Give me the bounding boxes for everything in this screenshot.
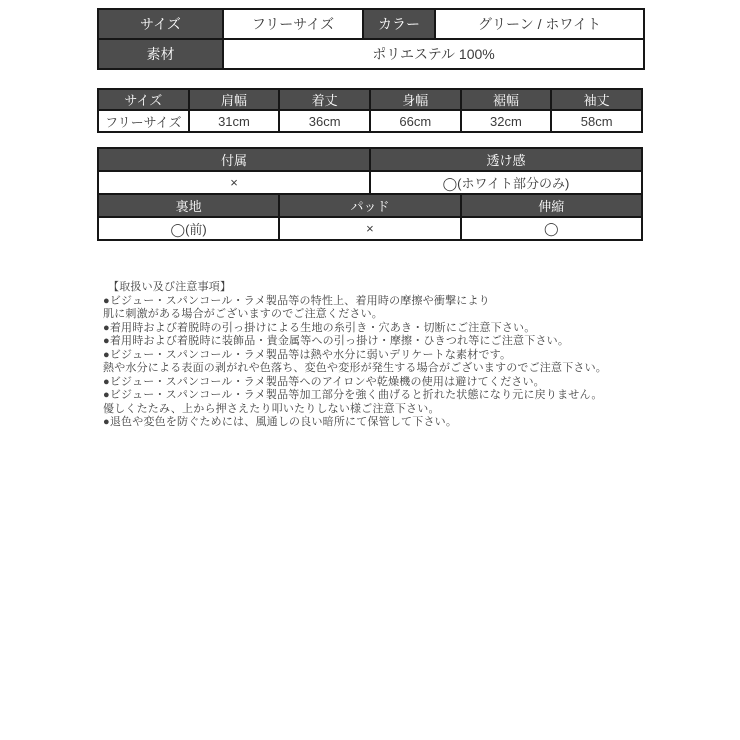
care-note-line: ●ビジュー・スパンコール・ラメ製品等の特性上、着用時の摩擦や衝撃により: [103, 294, 490, 307]
lining-value-cell: ◯(前): [98, 217, 279, 240]
measure-value-hem: 32cm: [461, 110, 552, 132]
care-note-line: 肌に刺激がある場合がございますのでご注意ください。: [103, 308, 383, 320]
accessory-header-cell: 付属: [98, 148, 370, 171]
care-note-line: ●退色や変色を防ぐためには、風通しの良い暗所にて保管して下さい。: [103, 416, 458, 428]
care-note-line: ●ビジュー・スパンコール・ラメ製品等加工部分を強く曲げると折れた状態になり元に戻りません。: [103, 389, 603, 401]
care-note-line: ●ビジュー・スパンコール・ラメ製品等は熱や水分に弱いデリケートな素材です。: [103, 348, 512, 361]
size-color-material-table: [97, 8, 645, 70]
pad-value-cell: ×: [279, 217, 460, 240]
measure-value-width: 66cm: [370, 110, 461, 132]
table-row: [98, 9, 644, 39]
stretch-value-cell: ◯: [461, 217, 642, 240]
accessory-value-cell: ×: [98, 171, 370, 194]
care-note-line: ●ビジュー・スパンコール・ラメ製品等へのアイロンや乾燥機の使用は避けてください。: [103, 375, 545, 388]
care-note-line: 熱や水分による表面の剥がれや色落ち、変色や変形が発生する場合がございますのでご注意下さい。: [103, 362, 607, 374]
sheerness-value-cell: ◯(ホワイト部分のみ): [370, 171, 642, 194]
measure-header-shoulder: 肩幅: [189, 89, 280, 110]
measure-header-length: 着丈: [279, 89, 370, 110]
material-header-cell: 素材: [98, 39, 223, 69]
care-instructions-title: 【取扱い及び注意事項】: [108, 281, 232, 293]
measure-value-shoulder: 31cm: [189, 110, 280, 132]
measure-value-sleeve: 58cm: [551, 110, 642, 132]
features-value-row-1: [98, 171, 642, 194]
measure-value-length: 36cm: [279, 110, 370, 132]
features-table: [97, 147, 643, 241]
care-note-line: 優しくたたみ、上から押さえたり叩いたりしない様ご注意下さい。: [103, 402, 440, 415]
sheerness-header-cell: 透け感: [370, 148, 642, 171]
lining-header-cell: 裏地: [98, 194, 279, 217]
stretch-header-cell: 伸縮: [461, 194, 642, 217]
care-note-line: ●着用時および着脱時の引っ掛けによる生地の糸引き・穴あき・切断にご注意下さい。: [103, 321, 536, 334]
size-value-cell: フリーサイズ: [223, 9, 363, 39]
material-value-cell: ポリエステル 100%: [223, 39, 644, 69]
measurements-value-row: [98, 110, 642, 132]
measure-header-hem: 裾幅: [461, 89, 552, 110]
features-header-row-2: [98, 194, 642, 217]
measurements-table: [97, 88, 643, 133]
measure-header-sleeve: 袖丈: [551, 89, 642, 110]
color-header-cell: カラー: [363, 9, 435, 39]
measure-header-width: 身幅: [370, 89, 461, 110]
care-instructions: [103, 281, 648, 430]
features-header-row-1: [98, 148, 642, 171]
care-note-line: ●着用時および着脱時に装飾品・貴金属等への引っ掛け・摩擦・ひきつれ等にご注意下さい。: [103, 335, 570, 347]
color-value-cell: グリーン / ホワイト: [435, 9, 644, 39]
size-header-cell: サイズ: [98, 9, 223, 39]
features-value-row-2: [98, 217, 642, 240]
table-row: [98, 39, 644, 69]
pad-header-cell: パッド: [279, 194, 460, 217]
measure-value-size: フリーサイズ: [98, 110, 189, 132]
measurements-header-row: [98, 89, 642, 110]
measure-header-size: サイズ: [98, 89, 189, 110]
